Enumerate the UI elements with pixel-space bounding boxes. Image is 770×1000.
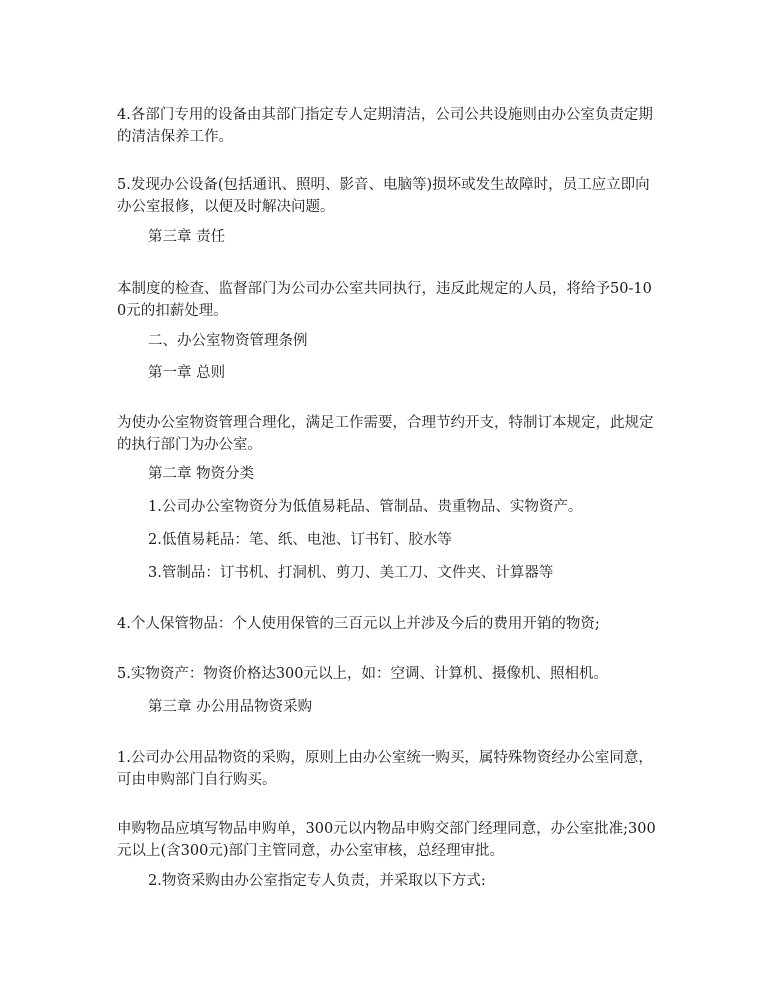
heading-chapter-1-general: 第一章 总则 (148, 365, 226, 381)
paragraph-procurement-2: 2.物资采购由办公室指定专人负责，并采取以下方式: (148, 873, 486, 889)
paragraph-equipment-cleaning: 4.各部门专用的设备由其部门指定专人定期清洁，公司公共设施则由办公室负责定期的清洁保养工作。 (117, 107, 653, 145)
list-item-classification-4: 4.个人保管物品：个人使用保管的三百元以上并涉及今后的费用开销的物资; (117, 616, 600, 632)
list-item-classification-1: 1.公司办公室物资分为低值易耗品、管制品、贵重物品、实物资产。 (148, 499, 583, 515)
list-item-classification-2: 2.低值易耗品：笔、纸、电池、订书钉、胶水等 (148, 532, 452, 548)
list-item-classification-3: 3.管制品：订书机、打洞机、剪刀、美工刀、文件夹、计算器等 (148, 565, 554, 581)
paragraph-procurement-1: 1.公司办公用品物资的采购，原则上由办公室统一购买，属特殊物资经办公室同意，可由申购部门自行购买。 (117, 750, 653, 788)
heading-chapter-2-classification: 第二章 物资分类 (148, 466, 255, 482)
paragraph-procurement-request: 申购物品应填写物品申购单，300元以内物品申购交部门经理同意，办公室批准;300元以上(含300元)部门主管同意，办公室审核，总经理审批。 (117, 821, 656, 859)
list-item-classification-5: 5.实物资产：物资价格达300元以上，如：空调、计算机、摄像机、照相机。 (117, 666, 609, 682)
paragraph-responsibility: 本制度的检查、监督部门为公司办公室共同执行，违反此规定的人员，将给予50-100元的扣薪处理。 (117, 281, 652, 319)
paragraph-equipment-repair: 5.发现办公设备(包括通讯、照明、影音、电脑等)损坏或发生故障时，员工应立即向办公室报修，以便及时解决问题。 (117, 177, 650, 215)
paragraph-general: 为使办公室物资管理合理化，满足工作需要，合理节约开支，特制订本规定，此规定的执行部门为办公室。 (117, 415, 654, 453)
heading-chapter-3-procurement: 第三章 办公用品物资采购 (148, 699, 313, 715)
heading-chapter-3-responsibility: 第三章 责任 (148, 229, 226, 245)
heading-section-2: 二、办公室物资管理条例 (148, 333, 308, 349)
